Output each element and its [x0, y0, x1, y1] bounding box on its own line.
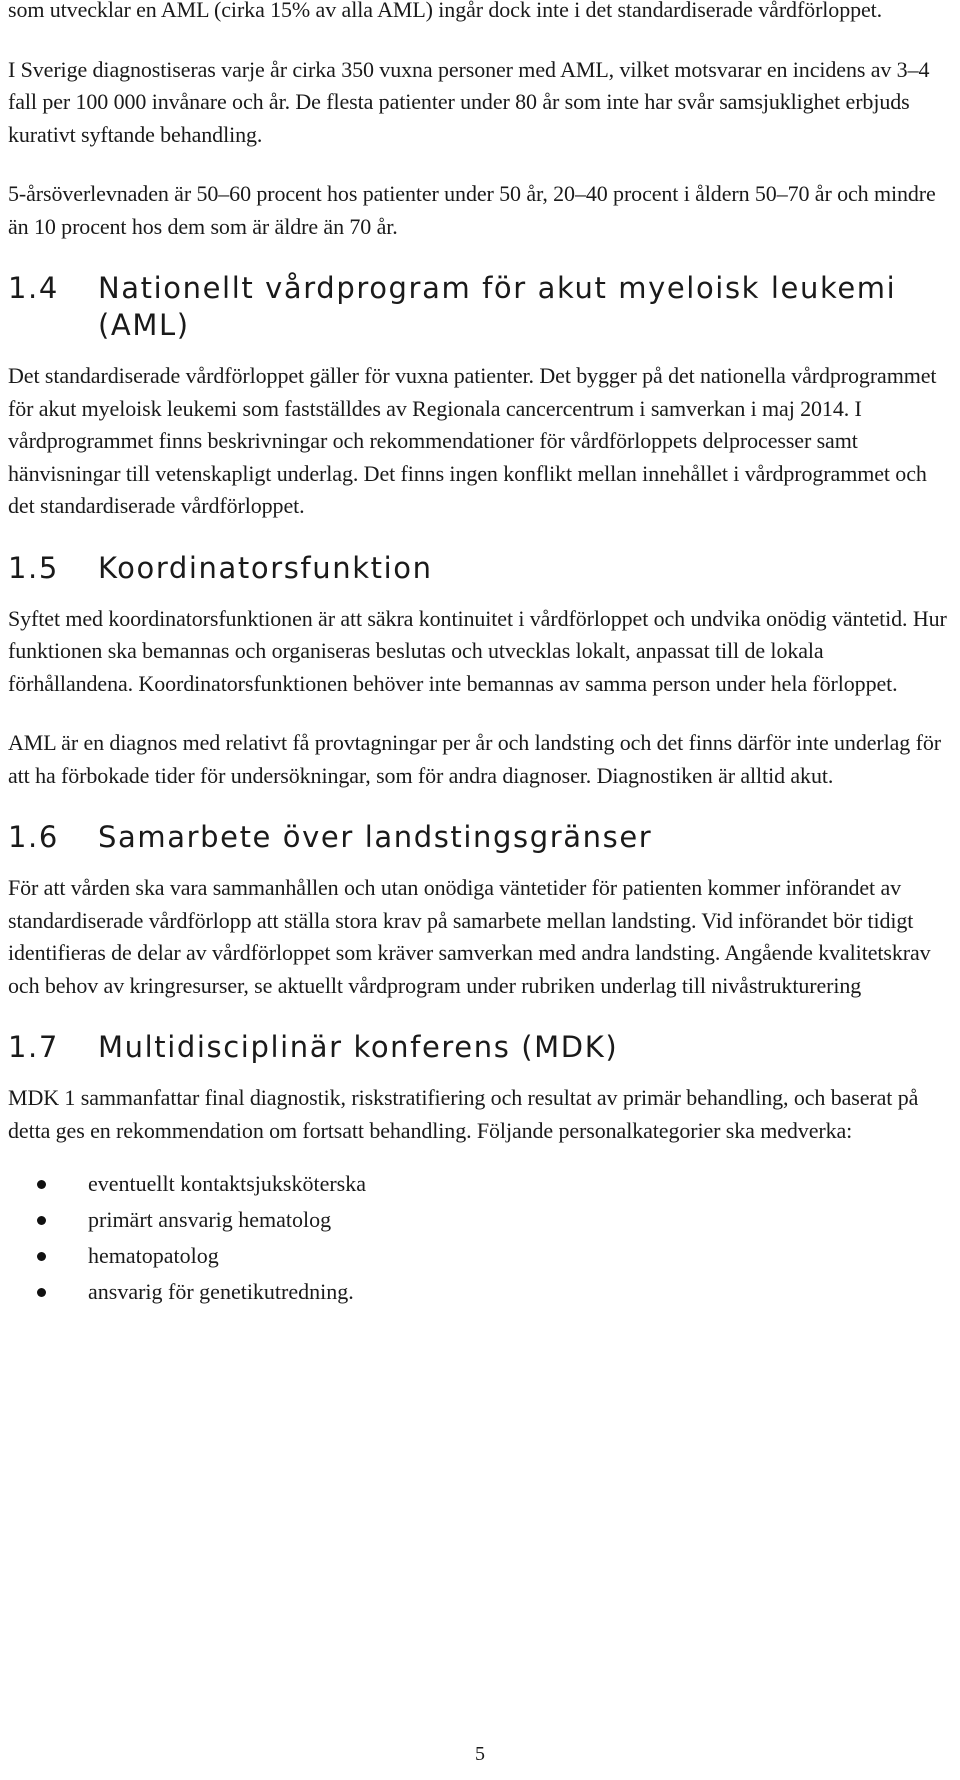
section-title: Koordinatorsfunktion — [98, 550, 433, 585]
section-1-7-paragraph-1: MDK 1 sammanfattar final diagnostik, riskstratifiering och resultat av primär behandling, och baserat på detta ges en rekommendation om fortsatt behandling. Följande personalkategorier ska medverka: — [8, 1085, 919, 1143]
section-heading-1-5 — [8, 550, 948, 587]
section-title: Samarbete över landstingsgränser — [98, 820, 653, 854]
list-item-text: eventuellt kontaktsjuksköterska — [88, 1171, 366, 1196]
section-number: 1.5 — [8, 550, 59, 585]
bullet-icon — [37, 1252, 46, 1261]
section-1-4-paragraph-1: Det standardiserade vårdförloppet gäller för vuxna patienter. Det bygger på det nationella vårdprogrammet för akut myeloisk leukemi som fastställdes av Regionala cancercentrum i samverkan i maj 2014. I vårdprogrammet finns beskrivningar och rekommendationer för vårdförloppets delprocesser samt hänvisningar till vetenskapligt underlag. Det finns ingen konflikt mellan innehållet i vårdprogrammet och det standardiserade vårdförloppet. — [8, 363, 937, 518]
section-number: 1.6 — [8, 820, 59, 854]
list-item — [8, 1238, 948, 1274]
intro-paragraph-3: 5-årsöverlevnaden är 50–60 procent hos patienter under 50 år, 20–40 procent i åldern 50–70 år och mindre än 10 procent hos dem som är äldre än 70 år. — [8, 181, 936, 239]
list-item-text: ansvarig för genetikutredning. — [88, 1279, 354, 1304]
document-content — [8, 0, 948, 1310]
bullet-icon — [37, 1216, 46, 1225]
list-item — [8, 1274, 948, 1310]
section-1-5-paragraph-2: AML är en diagnos med relativt få provtagningar per år och landsting och det finns därför inte underlag för att ha förbokade tider för undersökningar, som för andra diagnoser. Diagnostiken är alltid akut. — [8, 730, 941, 788]
bullet-icon — [37, 1180, 46, 1189]
page-number: 5 — [475, 1743, 485, 1765]
section-1-5-paragraph-1: Syftet med koordinatorsfunktionen är att säkra kontinuitet i vårdförloppet och undvika onödig väntetid. Hur funktionen ska bemannas och organiseras beslutas och utvecklas lokalt, anpassat till de lokala förhållandena. Koordinatorsfunktionen behöver inte bemannas av samma person under hela förloppet. — [8, 605, 947, 696]
section-number: 1.4 — [8, 271, 59, 305]
section-heading-1-7 — [8, 1029, 948, 1066]
section-1-6-paragraph-1: För att vården ska vara sammanhållen och utan onödiga väntetider för patienten kommer införandet av standardiserade vårdförlopp att ställa stora krav på samarbete mellan landsting. Vid införandet bör tidigt identifieras de delar av vårdförloppet som kräver samverkan med andra landsting. Angående kvalitetskrav och behov av kringresurser, se aktuellt vårdprogram under rubriken underlag till nivåstrukturering — [8, 875, 931, 998]
personnel-list — [8, 1166, 948, 1310]
list-item-text: hematopatolog — [88, 1243, 219, 1268]
list-item-text: primärt ansvarig hematolog — [88, 1207, 332, 1232]
section-heading-1-4 — [8, 270, 948, 344]
section-title: Nationellt vårdprogram för akut myeloisk leukemi (AML) — [98, 271, 897, 342]
section-heading-1-6 — [8, 819, 948, 856]
intro-paragraph-2: I Sverige diagnostiseras varje år cirka 350 vuxna personer med AML, vilket motsvarar en incidens av 3–4 fall per 100 000 invånare och år. De flesta patienter under 80 år som inte har svår samsjuklighet erbjuds kurativt syftande behandling. — [8, 56, 930, 147]
intro-paragraph-1: som utvecklar en AML (cirka 15% av alla AML) ingår dock inte i det standardiserade vårdförloppet. — [8, 0, 883, 22]
list-item — [8, 1202, 948, 1238]
section-title: Multidisciplinär konferens (MDK) — [98, 1030, 619, 1064]
bullet-icon — [37, 1288, 46, 1297]
section-number: 1.7 — [8, 1030, 59, 1064]
list-item — [8, 1166, 948, 1202]
